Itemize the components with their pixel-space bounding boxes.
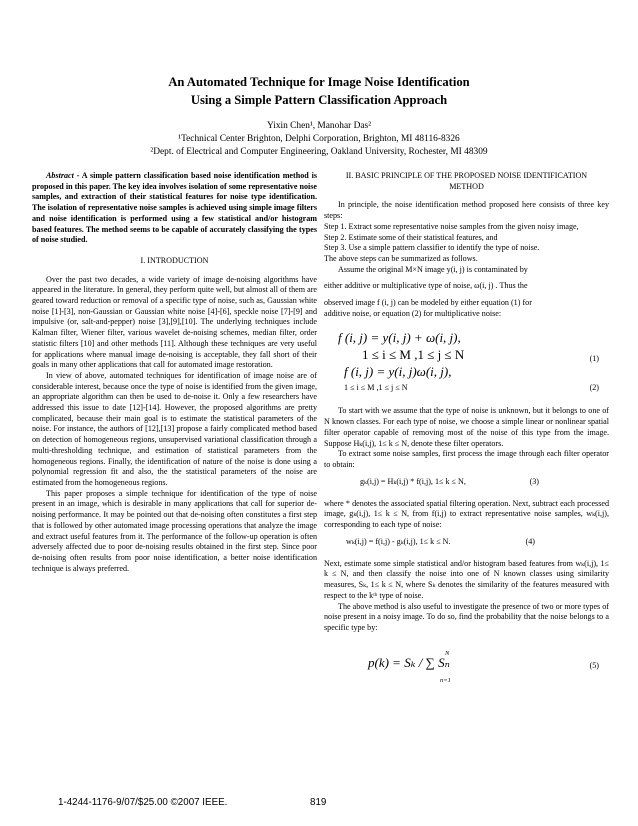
left-column [32, 171, 317, 574]
step-1: Step 1. Extract some representative noise samples from the given noisy image, [324, 221, 579, 231]
principle-line-3a: Assume the original M×N image y(i, j) is contaminated by [338, 264, 528, 274]
principle-paragraph-7: Next, estimate some simple statistical and/or histogram based features from wₖ(i,j), 1≤ k ≤ N, and then classify the noise into one of N known classes using similarity measures, Sₖ, 1≤ k ≤ N, where Sₖ denotes the similarity of the features measured with respect to the kᵗʰ type of noise. [324, 558, 609, 600]
right-column [324, 171, 609, 684]
equation-3: gₖ(i,j) = Hₖ(i,j) * f(i,j), 1≤ k ≤ N, (3) [360, 476, 539, 486]
equation-2-line-a: f (i, j) = y(i, j)ω(i, j), [344, 364, 452, 380]
equation-5-upper-limit: N [445, 649, 450, 657]
principle-paragraph-5: To extract some noise samples, first process the image through each filter operator to obtain: [324, 449, 609, 469]
affiliation-1: ¹Technical Center Brighton, Delphi Corporation, Brighton, MI 48116-8326 [178, 134, 460, 144]
copyright-notice: 1-4244-1176-9/07/$25.00 ©2007 IEEE. [58, 797, 228, 808]
intro-paragraph-1: Over the past two decades, a wide variety of image de-noising algorithms have appeared in the literature. In general, they perform quite well, but almost all of them are geared toward reduction or removal of a specific type of noise, such as, Gaussian white noise [1]-[3], non-Gaussian or Gaussian white noise [4]-[6], speckle noise [7]-[9] and impulsive (or, salt-and-pepper) noise [3],[9],[10]. The underlying techniques include Kalman filter, Wiener filter, various wavelet de-noising schemes, median filter, order statistic filters [10] and other methods [11]. Although these techniques are very useful for applications where manual image de-noising is acceptable, they fall short of their goals in many other applications that call for automated image restoration. [32, 274, 317, 370]
principle-paragraph-1: In principle, the noise identification method proposed here consists of three key steps: [324, 200, 609, 221]
equation-5-lower-limit: n=1 [440, 676, 451, 684]
step-3: Step 3. Use a simple pattern classifier to identify the type of noise. [324, 243, 540, 253]
intro-paragraph-2: In view of above, automated techniques for identification of image noise are of considerable interest, because once the type of noise is identified from the given image, an appropriate algorithm can then be used to de-noise it. Only a few researchers have addressed this issue to date [12]-[14]. However, the proposed algorithms are pretty complicated, because their main goal is to estimate the statistical parameters of the noise. For instance, the authors of [12],[13] propose a fairly complicated method based on detection of homogeneous regions, unsupervised variational classification through a multi-thresholding technique, and estimation of statistical parameters from the homogeneous regions. Finally, the identification of nature of the noise is done using a polynomial regression fit and also, the the statistical parameters of the noise are estimated from the homogeneous regions. [32, 370, 317, 487]
abstract-label: Abstract [46, 171, 74, 180]
principle-paragraph-4: To start with we assume that the type of noise is unknown, but it belongs to one of N known classes. For each type of noise, we choose a simple linear or nonlinear spatial filter operator capable of removing most of the noise of this type from the image. Suppose Hₖ(i,j), 1≤ k ≤ N, denote these filter operators. [324, 406, 609, 448]
abstract [32, 171, 317, 246]
equation-1-number: (1) [589, 354, 599, 364]
equation-4: wₖ(i,j) = f(i,j) - gₖ(i,j), 1≤ k ≤ N. (4) [346, 536, 535, 546]
principle-paragraph-6: where * denotes the associated spatial filtering operation. Next, subtract each processed image, gₖ(i,j), 1≤ k ≤ N, from f(i,j) to extract representative noise samples, wₖ(i,j), corresponding to each type of noise: [324, 498, 609, 530]
equation-1-line-a: f (i, j) = y(i, j) + ω(i, j), [338, 330, 461, 346]
paper-title-line2: Using a Simple Pattern Classification Approach [190, 93, 448, 107]
paper-title-line1: An Automated Technique for Image Noise Identification [168, 75, 470, 89]
section-heading-introduction: I. INTRODUCTION [140, 255, 209, 265]
intro-paragraph-3: This paper proposes a simple technique for identification of the type of noise present in an image, which is desirable in many applications that call for superior de-noising performance. It may be pointed out that de-noising often constitutes a first step that is followed by other automated image processing operations that analyze the image and extract useful features from it. The performance of the follow-up operation is often adversely affected due to poor de-noising results obtained in the first step. Since poor de-noising often results from poor noise identification, a better noise identification technique is always preferred. [32, 488, 317, 573]
abstract-text: - A simple pattern classification based noise identification method is proposed in this paper. The key idea involves isolation of some representative noise samples, and extraction of their statistical features for noise type identification. The isolation of representative noise samples is achieved using simple image filters and noise identification is performed using a few statistical and/or histogram based features. The method seems to be capable of accurately classifying the types of noise studied. [32, 171, 317, 245]
affiliation-2: ²Dept. of Electrical and Computer Engineering, Oakland University, Rochester, MI 48309 [150, 147, 488, 157]
equation-4-number: (4) [525, 536, 535, 546]
step-2: Step 2. Estimate some of their statistical features, and [324, 232, 498, 242]
section-heading-principle: II. BASIC PRINCIPLE OF THE PROPOSED NOISE IDENTIFICATION METHOD [345, 171, 588, 191]
principle-paragraph-8: The above method is also useful to investigate the presence of two or more types of noise present in a noisy image. To do so, find the probability that the noise belongs to a specific type by: [324, 601, 609, 632]
principle-paragraph-2: The above steps can be summarized as follows. [324, 253, 478, 263]
principle-line-3b: either additive or multiplicative type of noise, ω(i, j) . Thus the [324, 281, 528, 291]
equation-2-number: (2) [589, 383, 599, 393]
authors: Yixin Chen¹, Manohar Das² [266, 121, 372, 131]
page-number: 819 [310, 797, 327, 808]
equation-5-number: (5) [589, 660, 599, 670]
principle-line-3c: observed image f (i, j) can be modeled by either equation (1) for [324, 298, 532, 308]
principle-line-3d: additive noise, or equation (2) for multiplicative noise: [324, 308, 502, 318]
equation-2-line-b: 1 ≤ i ≤ M ,1 ≤ j ≤ N (2) [344, 383, 599, 393]
equation-1-line-b: 1 ≤ i ≤ M ,1 ≤ j ≤ N (1) [324, 346, 609, 363]
equation-3-number: (3) [529, 476, 539, 486]
equation-5: p(k) = Sₖ / ∑ Sₙ N n=1 (5) [324, 648, 609, 678]
